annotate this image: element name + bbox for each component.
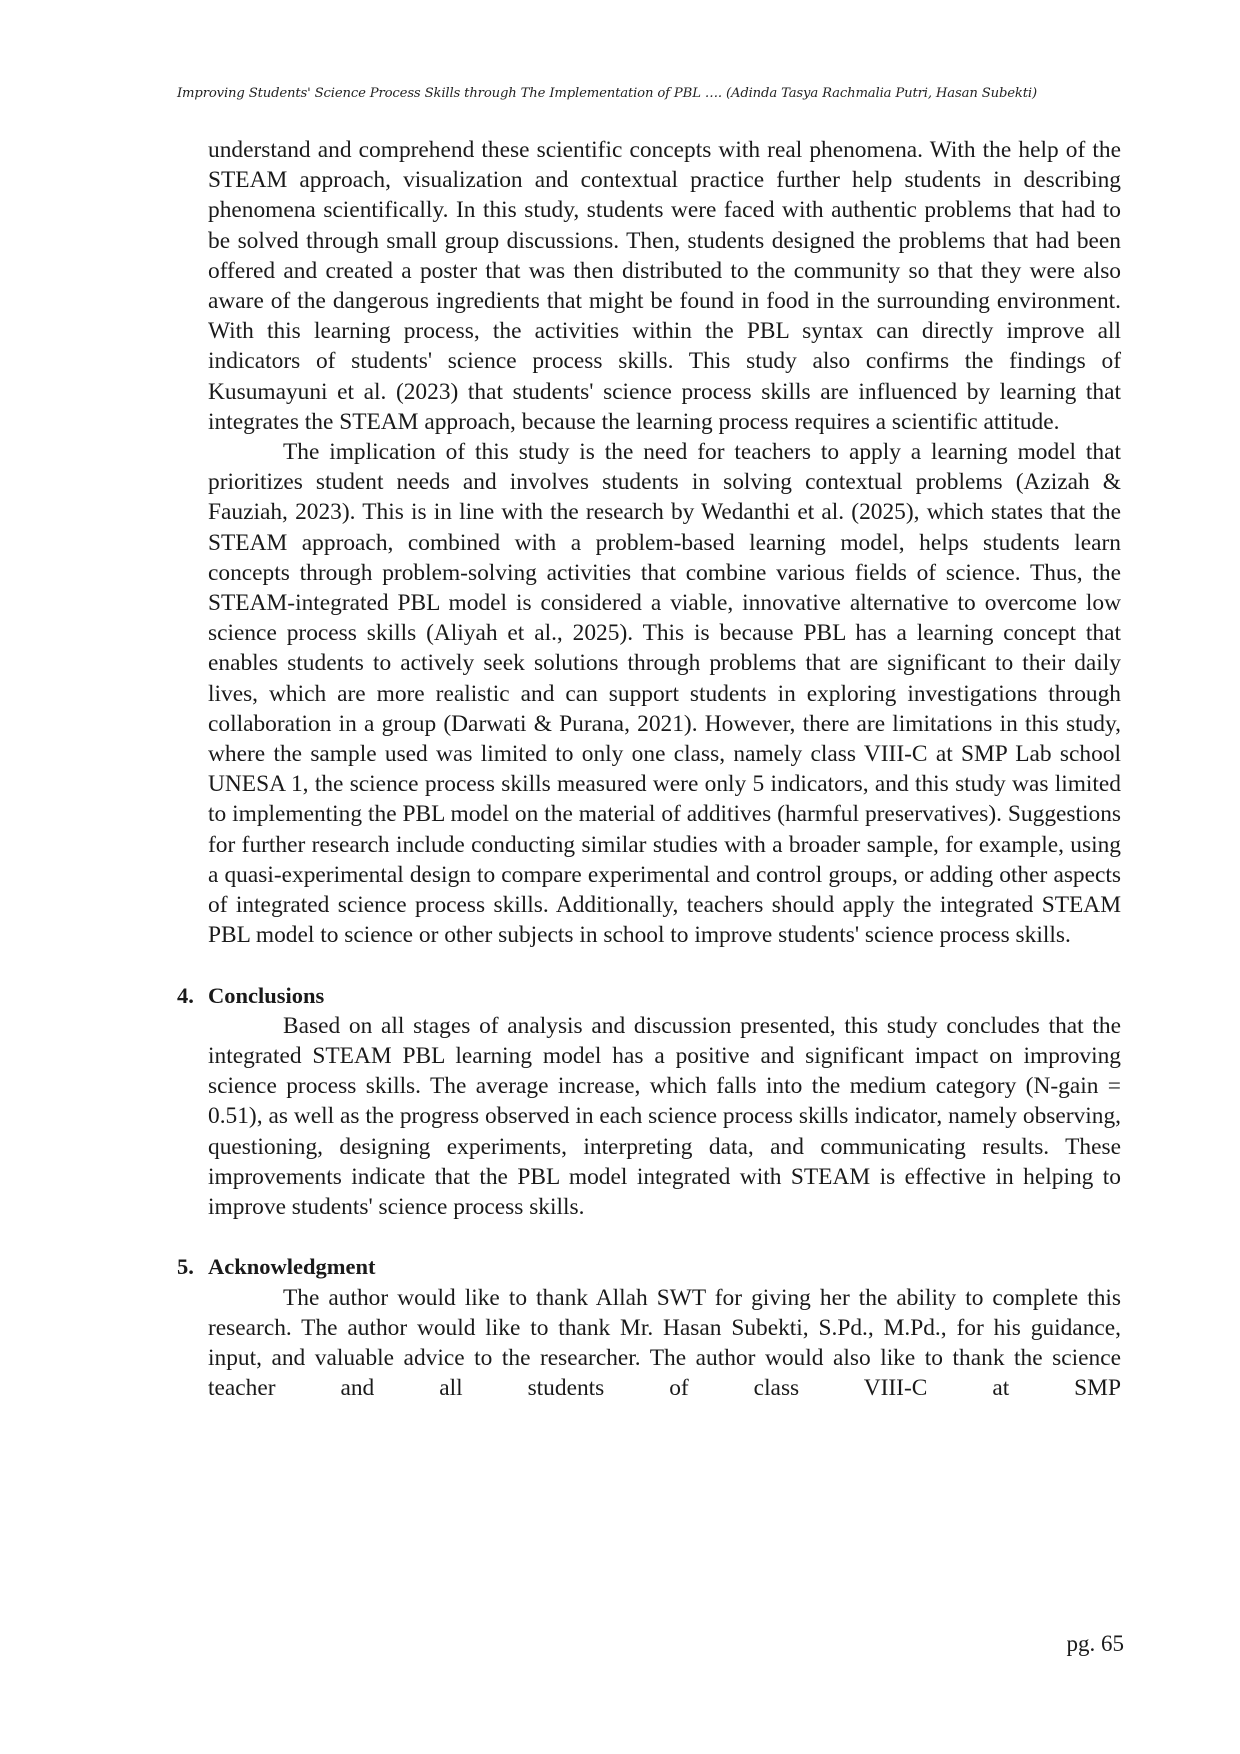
page-body bbox=[177, 135, 1121, 1404]
section-heading bbox=[177, 1252, 1121, 1282]
section-number: 5. bbox=[177, 1254, 194, 1280]
section-conclusions bbox=[177, 981, 1121, 1223]
conclusions-paragraph: Based on all stages of analysis and discussion presented, this study concludes that the integrated STEAM PBL learning model has a positive and significant impact on improving science process skills. The average increase, which falls into the medium category (N-gain = 0.51), as well as the progress observed in each science process skills indicator, namely observing, questioning, designing experiments, interpreting data, and communicating results. These improvements indicate that the PBL model integrated with STEAM is effective in helping to improve students' science process skills. bbox=[208, 1012, 1121, 1221]
section-title: Acknowledgment bbox=[208, 1254, 376, 1280]
section-title: Conclusions bbox=[208, 982, 325, 1008]
section-heading bbox=[177, 981, 1121, 1011]
section-acknowledgment bbox=[177, 1252, 1121, 1403]
page-number: pg. 65 bbox=[1066, 1631, 1124, 1656]
discussion-paragraph-continued: understand and comprehend these scientific concepts with real phenomena. With the help of the STEAM approach, visualization and contextual practice further help students in describing phenomena scientifically. In this study, students were faced with authentic problems that had to be solved through small group discussions. Then, students designed the problems that had been offered and created a poster that was then distributed to the community so that they were also aware of the dangerous ingredients that might be found in food in the surrounding environment. With this learning process, the activities within the PBL syntax can directly improve all indicators of students' science process skills. This study also confirms the findings of Kusumayuni et al. (2023) that students' science process skills are influenced by learning that integrates the STEAM approach, because the learning process requires a scientific attitude. bbox=[208, 137, 1121, 435]
acknowledgment-paragraph: The author would like to thank Allah SWT for giving her the ability to complete this research. The author would like to thank Mr. Hasan Subekti, S.Pd., M.Pd., for his guidance, input, and valuable advice to the researcher. The author would also like to thank the science teacher and all students of class VIII-C at SMP bbox=[208, 1284, 1121, 1402]
discussion-paragraph-implications: The implication of this study is the need for teachers to apply a learning model that prioritizes student needs and involves students in solving contextual problems (Azizah & Fauziah, 2023). This is in line with the research by Wedanthi et al. (2025), which states that the STEAM approach, combined with a problem-based learning model, helps students learn concepts through problem-solving activities that combine various fields of science. Thus, the STEAM-integrated PBL model is considered a viable, innovative alternative to overcome low science process skills (Aliyah et al., 2025). This is because PBL has a learning concept that enables students to actively seek solutions through problems that are significant to their daily lives, which are more realistic and can support students in exploring investigations through collaboration in a group (Darwati & Purana, 2021). However, there are limitations in this study, where the sample used was limited to only one class, namely class VIII-C at SMP Lab school UNESA 1, the science process skills measured were only 5 indicators, and this study was limited to implementing the PBL model on the material of additives (harmful preservatives). Suggestions for further research include conducting similar studies with a broader sample, for example, using a quasi-experimental design to compare experimental and control groups, or adding other aspects of integrated science process skills. Additionally, teachers should apply the integrated STEAM PBL model to science or other subjects in school to improve students' science process skills. bbox=[208, 439, 1121, 949]
section-number: 4. bbox=[177, 982, 194, 1008]
running-header: Improving Students' Science Process Skills through The Implementation of PBL …. (Adinda Tasya Rachmalia Putri, Hasan Subekti) bbox=[177, 86, 1037, 101]
